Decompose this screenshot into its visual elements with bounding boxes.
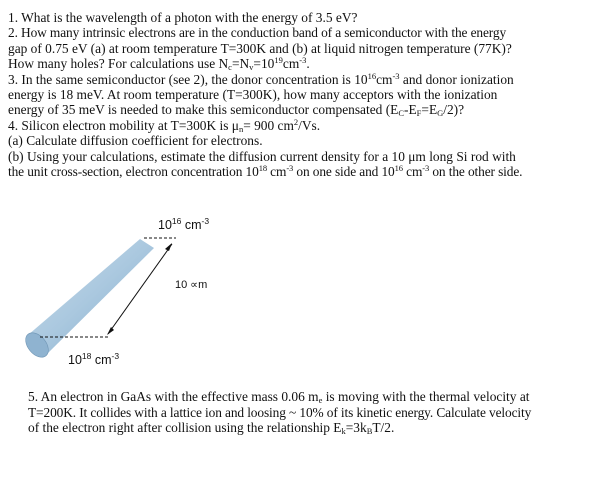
- problem-3-line-2: energy is 18 meV. At room temperature (T=300K), how many acceptors with the ionization: [8, 87, 498, 103]
- problem-4-line-2: (a) Calculate diffusion coefficient for electrons.: [8, 133, 263, 149]
- problem-2-line-1: 2. How many intrinsic electrons are in the conduction band of a semiconductor with the energy: [8, 25, 507, 41]
- text-run: cm: [266, 164, 287, 180]
- superscript: -3: [299, 55, 307, 66]
- superscript: 19: [274, 55, 283, 66]
- text-run: 3. In the same semiconductor (see 2), the donor concentration is 10: [8, 71, 368, 87]
- length-arrowhead-bottom: [107, 327, 114, 335]
- text-run: on one side and 10: [293, 164, 395, 180]
- subscript: c: [228, 62, 232, 73]
- problem-5-line-3: [28, 420, 602, 436]
- subscript: k: [341, 426, 346, 437]
- text-run: How many holes? For calculations use N: [8, 56, 229, 72]
- top-concentration-label: [158, 218, 209, 232]
- problem-5: [28, 389, 602, 436]
- text-run: -E: [404, 102, 417, 118]
- problem-4-line-3: (b) Using your calculations, estimate the diffusion current density for a 10 μm long Si rod with: [8, 148, 516, 164]
- superscript: 16: [394, 163, 403, 174]
- subscript: n: [238, 123, 244, 134]
- length-arrowhead-top: [165, 243, 172, 251]
- text-run: = 900 cm: [243, 117, 294, 133]
- text-run: and donor ionization: [399, 71, 514, 87]
- problem-5-line-2: T=200K. It collides with a lattice ion and loosing ~ 10% of its kinetic energy. Calculate velocity: [28, 404, 532, 420]
- rod-body: [28, 239, 154, 355]
- text-run: cm: [402, 164, 423, 180]
- problem-1-text: 1. What is the wavelength of a photon with the energy of 3.5 eV?: [8, 10, 358, 25]
- superscript: 16: [171, 216, 182, 226]
- text-run: /Vs.: [298, 117, 321, 133]
- text-run: cm: [282, 56, 300, 72]
- subscript: B: [366, 426, 373, 437]
- text-run: =3k: [345, 420, 367, 436]
- text-run: 10: [158, 218, 172, 232]
- text-run: cm: [376, 71, 393, 87]
- text-run: T/2.: [372, 420, 395, 436]
- subscript: F: [416, 108, 422, 119]
- text-run: =10: [253, 56, 275, 72]
- superscript: -3: [286, 163, 294, 174]
- subscript: C: [398, 108, 405, 119]
- superscript: -3: [201, 216, 210, 226]
- superscript: 18: [81, 351, 92, 361]
- text-run: 10: [68, 353, 82, 367]
- superscript: -3: [422, 163, 430, 174]
- superscript: -3: [392, 70, 400, 81]
- text-run: is moving with the thermal velocity at: [322, 389, 530, 404]
- subscript: G: [437, 108, 444, 119]
- superscript: 18: [258, 163, 267, 174]
- rod-length-label: 10 ∝m: [175, 279, 208, 291]
- text-run: 4. Silicon electron mobility at T=300K is μ: [8, 117, 239, 133]
- superscript: 16: [367, 70, 377, 81]
- problem-5-line-1: [28, 389, 602, 405]
- superscript: 2: [293, 116, 299, 127]
- text-run: on the other side.: [429, 164, 523, 180]
- bottom-concentration-label: [68, 353, 119, 367]
- text-run: the unit cross-section, electron concentration 10: [8, 164, 259, 180]
- text-run: =N: [231, 56, 250, 72]
- text-run: 5. An electron in GaAs with the effective mass 0.06 m: [28, 389, 319, 404]
- text-run: of the electron right after collision using the relationship E: [28, 420, 342, 436]
- text-run: =E: [421, 102, 438, 118]
- text-run: cm: [181, 218, 202, 232]
- text-run: energy of 35 meV is needed to make this semiconductor compensated (E: [8, 102, 399, 118]
- text-run: cm: [91, 353, 112, 367]
- text-run: .: [306, 56, 310, 72]
- text-run: /2)?: [443, 102, 465, 118]
- subscript: e: [318, 395, 323, 405]
- problem-2-line-2: gap of 0.75 eV (a) at room temperature T=300K and (b) at liquid nitrogen temperature (77K)?: [8, 40, 512, 56]
- superscript: -3: [111, 351, 120, 361]
- subscript: v: [249, 62, 254, 73]
